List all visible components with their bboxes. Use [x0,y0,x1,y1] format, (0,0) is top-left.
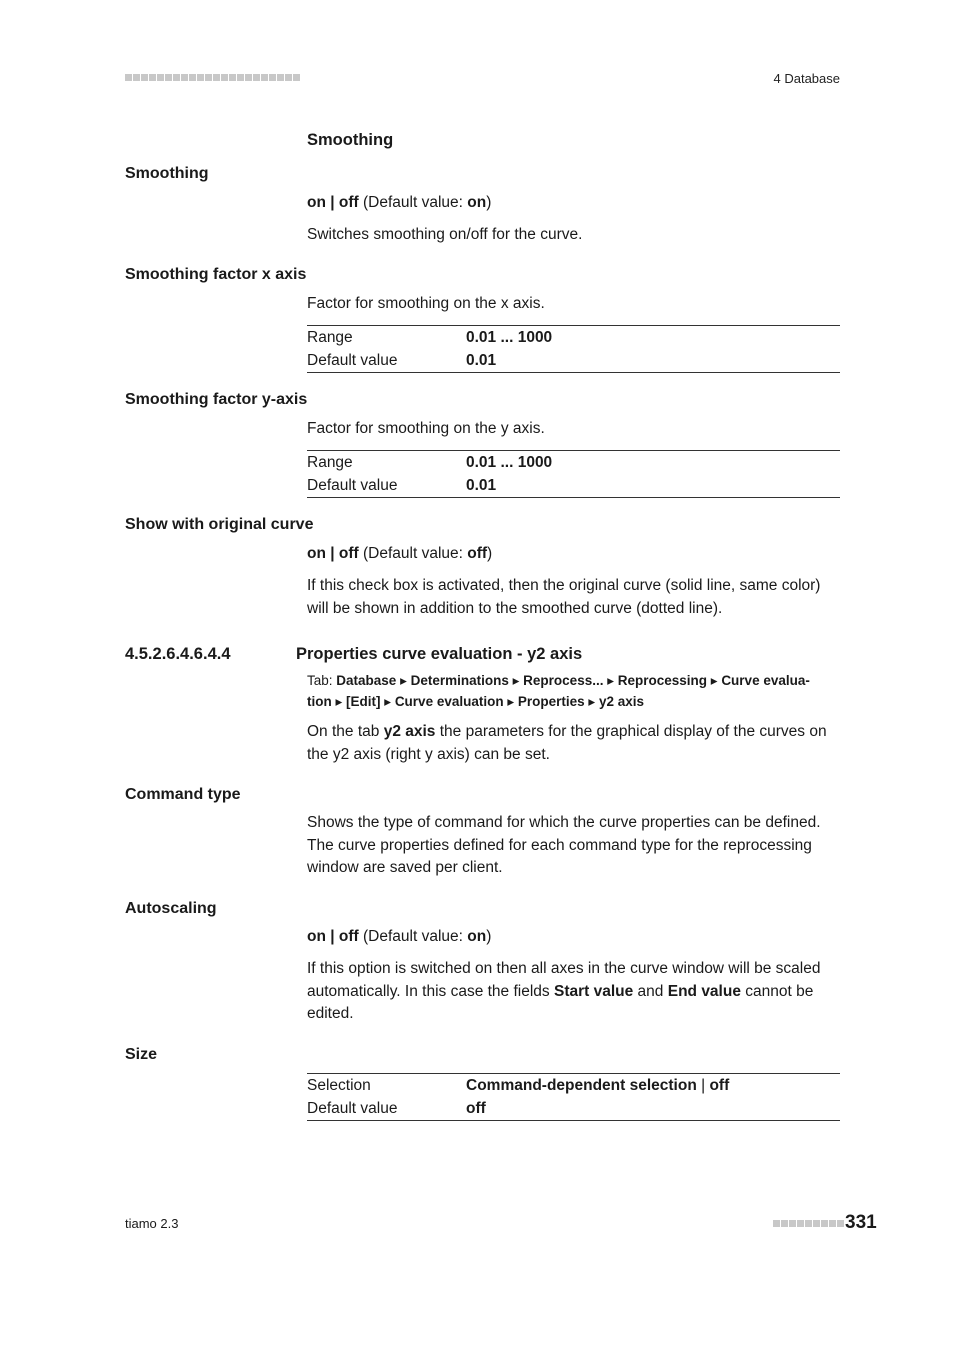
header-decoration [125,74,300,81]
table-row: Default value off [307,1100,486,1117]
footer-decoration [773,1220,844,1227]
command-type-label: Command type [125,786,241,803]
size-label: Size [125,1046,158,1063]
autoscaling-options: on | off (Default value: on) [307,928,492,945]
page-number: 331 [845,1212,877,1233]
tab-path: Tab: Database ▸ Determinations ▸ Reprocess... ▸ Reprocessing ▸ Curve evalua- tion ▸ [Edit] ▸ Curve evaluation ▸ Properties ▸ y2 axis [307,673,810,709]
show-original-label: Show with original curve [125,516,314,533]
factor-y-label: Smoothing factor y-axis [125,391,308,408]
product-name: tiamo 2.3 [125,1216,179,1231]
table-row: Default value 0.01 [307,477,497,494]
table-row: Selection Command-dependent selection | off [307,1077,730,1094]
smoothing-label: Smoothing [125,165,209,182]
factor-x-label: Smoothing factor x axis [125,266,307,283]
chapter-title: 4 Database [773,71,840,86]
smoothing-desc: Switches smoothing on/off for the curve. [307,226,583,243]
factor-y-desc: Factor for smoothing on the y axis. [307,420,545,437]
table-row: Range 0.01 ... 1000 [307,329,553,346]
size-table [307,1073,840,1121]
show-original-desc: If this check box is activated, then the original curve (solid line, same color) will be shown in addition to the smoothed curve (dotted line). [307,577,821,617]
factor-x-desc: Factor for smoothing on the x axis. [307,295,545,312]
autoscaling-label: Autoscaling [125,900,217,917]
factor-x-table [307,325,840,373]
section-number: 4.5.2.6.4.6.4.4 [125,645,231,663]
section-title: Properties curve evaluation - y2 axis [296,645,583,663]
table-row: Default value 0.01 [307,352,497,369]
autoscaling-desc: If this option is switched on then all axes in the curve window will be scaled automatically. In this case the fields Start value and End value cannot be edited. [307,960,821,1022]
smoothing-options: on | off (Default value: on) [307,194,492,211]
command-type-desc: Shows the type of command for which the curve properties can be defined. The curve properties defined for each command type for the reprocessing window are saved per client. [307,814,821,876]
show-original-options: on | off (Default value: off) [307,545,493,562]
smoothing-heading: Smoothing [307,131,394,149]
factor-y-table [307,450,840,498]
table-row: Range 0.01 ... 1000 [307,454,553,471]
section-intro: On the tab y2 axis the parameters for the graphical display of the curves on the y2 axis (right y axis) can be set. [307,723,827,763]
